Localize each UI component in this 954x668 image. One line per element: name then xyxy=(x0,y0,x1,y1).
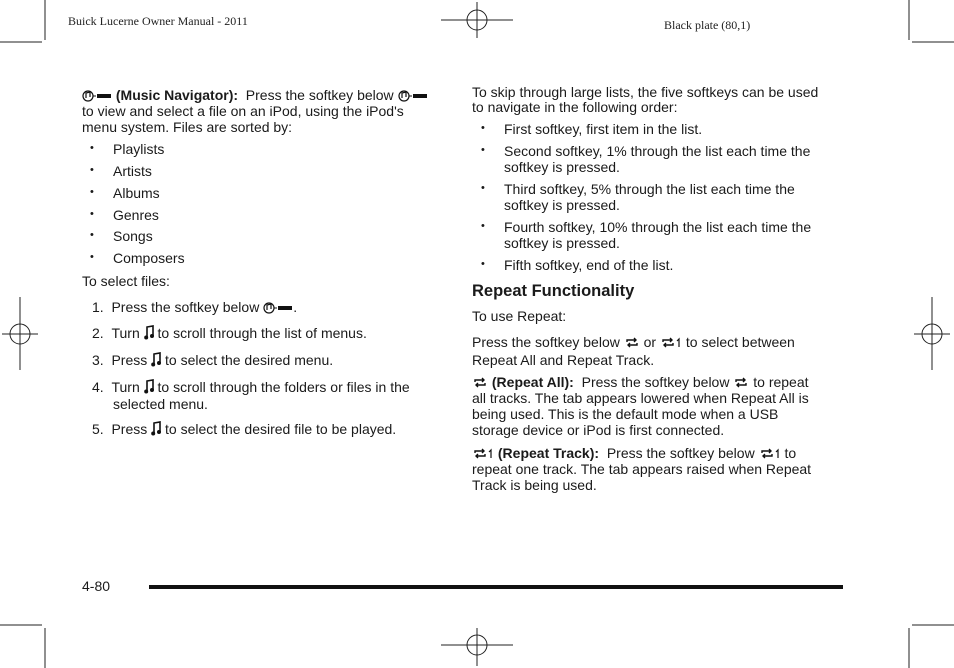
section-heading: Repeat Functionality xyxy=(472,282,635,300)
paragraph-line: all tracks. The tab appears lowered when Repeat All is xyxy=(472,390,809,406)
list-item-cont: softkey is pressed. xyxy=(504,159,620,175)
step-1: 1. Press the softkey below . xyxy=(92,299,298,315)
list-item: Fifth softkey, end of the list. xyxy=(504,257,674,273)
list-item: Second softkey, 1% through the list each time the xyxy=(504,143,811,159)
list-item: First softkey, first item in the list. xyxy=(504,121,703,137)
list-item-cont: softkey is pressed. xyxy=(504,235,620,251)
repeat-all-icon xyxy=(733,374,749,390)
list-item: Fourth softkey, 10% through the list each time the xyxy=(504,219,812,235)
paragraph-line: To use Repeat: xyxy=(472,308,567,324)
select-files-label: To select files: xyxy=(82,273,170,289)
paragraph-line: storage device or iPod is first connected. xyxy=(472,422,725,438)
paragraph-line: menu system. Files are sorted by: xyxy=(82,119,293,135)
music-navigator-text: Press the softkey below xyxy=(245,87,394,103)
paragraph-line: To skip through large lists, the five softkeys can be used xyxy=(472,84,819,100)
tune-knob-icon xyxy=(151,421,161,437)
paragraph-line: Track is being used. xyxy=(472,477,597,493)
music-navigator-icon xyxy=(82,87,112,103)
repeat-track-icon xyxy=(759,445,781,461)
repeat-track-icon xyxy=(472,445,494,461)
music-navigator-icon xyxy=(263,299,293,315)
paragraph-line: repeat one track. The tab appears raised when Repeat xyxy=(472,461,812,477)
list-item-cont: softkey is pressed. xyxy=(504,197,620,213)
repeat-all-line: (Repeat All): Press the softkey below to repeat xyxy=(472,374,809,390)
music-navigator-line xyxy=(82,87,428,103)
music-navigator-term: (Music Navigator): xyxy=(115,87,239,103)
page-number: 4-80 xyxy=(82,578,111,594)
repeat-track-icon xyxy=(660,334,682,350)
paragraph-line: Repeat All and Repeat Track. xyxy=(472,352,655,368)
footer-rule xyxy=(149,585,843,589)
tune-knob-icon xyxy=(151,352,161,368)
step-4: 4. Turn to scroll through the folders or files in the xyxy=(92,379,410,395)
step-2: 2. Turn to scroll through the list of menus. xyxy=(92,325,367,341)
step-3: 3. Press to select the desired menu. xyxy=(92,352,334,368)
paragraph-line: being used. This is the default mode when a USB xyxy=(472,406,779,422)
music-navigator-icon-2 xyxy=(398,87,428,103)
tune-knob-icon xyxy=(144,325,154,341)
repeat-all-icon xyxy=(472,374,488,390)
step-5: 5. Press to select the desired file to be played. xyxy=(92,421,397,437)
repeat-track-line: (Repeat Track): Press the softkey below to xyxy=(472,445,796,461)
press-line: Press the softkey below or to select between xyxy=(472,334,795,350)
repeat-all-icon xyxy=(624,334,640,350)
paragraph-line: to navigate in the following order: xyxy=(472,99,678,115)
step-4-cont: selected menu. xyxy=(113,396,208,412)
header-title: Buick Lucerne Owner Manual - 2011 xyxy=(68,14,248,28)
list-item: Third softkey, 5% through the list each time the xyxy=(504,181,795,197)
header-plate: Black plate (80,1) xyxy=(664,18,751,32)
paragraph-line: to view and select a file on an iPod, using the iPod's xyxy=(82,103,404,119)
tune-knob-icon xyxy=(144,379,154,395)
